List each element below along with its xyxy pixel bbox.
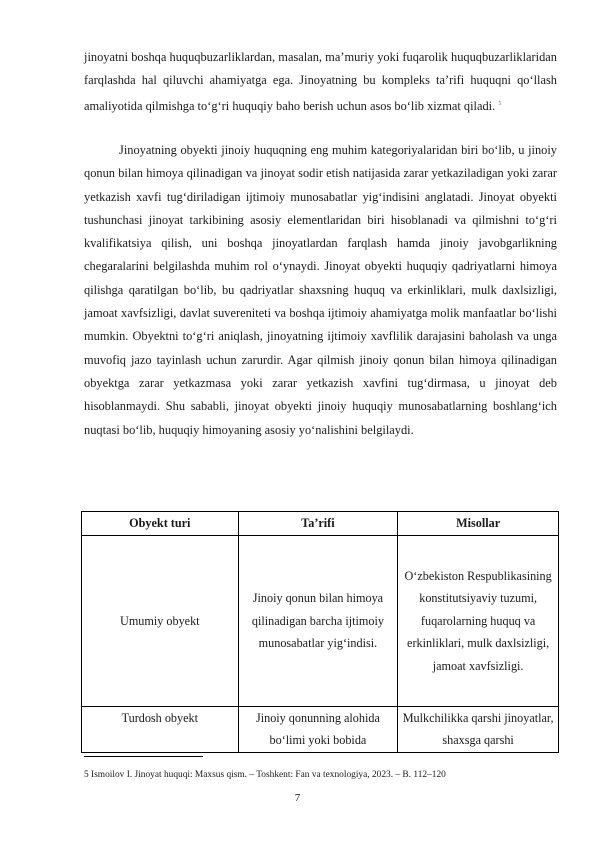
table-row [82,536,559,707]
page-number: 7 [294,792,301,804]
paragraph-object-definition: Jinoyatning obyekti jinoiy huquqning eng muhim kategoriyalaridan biri boʻlib, u jinoiy qonun bilan himoya qilinadigan va jinoyat sodir etish natijasida zarar yetkaziladigan yoki zarar yetkazish xavfi tugʻdiriladigan ijtimoiy munosabatlar yigʻindisini anglatadi. Jinoyat obyekti tushunchasi jinoyat tarkibining asosiy elementlaridan biri hisoblanadi va qilmishni toʻgʻri kvalifikatsiya qilish, uni boshqa jinoyatlardan farqlash hamda jinoiy javobgarlikning chegaralarini belgilashda muhim rol oʻynaydi. Jinoyat obyekti huquqiy qadriyatlarni himoya qilishga qaratilgan boʻlib, bu qadriyatlar shaxsning huquq va erkinliklari, mulk daxlsizligi, jamoat xavfsizligi, davlat suvereniteti va boshqa ijtimoiy ahamiyatga molik manfaatlar boʻlishi mumkin. Obyektni toʻgʻri aniqlash, jinoyatning ijtimoiy xavflilik darajasini baholash va unga muvofiq jazo tayinlash uchun zarurdir. Agar qilmish jinoiy qonun bilan himoya qilinadigan obyektga zarar yetkazmasa yoki zarar yetkazish xavfini tugʻdirmasa, u jinoyat deb hisoblanmaydi. Shu sababli, jinoyat obyekti jinoiy huquqiy munosabatlarning boshlangʻich nuqtasi boʻlib, huquqiy himoyaning asosiy yoʻnalishini belgilaydi. [84,143,557,437]
cell-object-type: Umumiy obyekt [82,536,239,707]
paragraph-intro-text: jinoyatni boshqa huquqbuzarliklardan, masalan, maʼmuriy yoki fuqarolik huquqbuzarliklaridan farqlashda hal qiluvchi ahamiyatga ega. Jinoyatning bu kompleks taʼrifi huquqni qoʻllash amaliyotida qilmishga toʻgʻri huquqiy baho berish uchun asos boʻlib xizmat qiladi. [84,50,557,113]
table-header-row [82,512,559,536]
header-examples: Misollar [398,512,559,536]
header-object-type: Obyekt turi [82,512,239,536]
header-definition: Taʼrifi [238,512,398,536]
footnote-divider [84,756,203,757]
cell-definition: Jinoiy qonun bilan himoya qilinadigan barcha ijtimoiy munosabatlar yigʻindisi. [238,536,398,707]
table-row [82,707,559,753]
object-types-table [81,511,559,753]
cell-examples: Oʻzbekiston Respublikasining konstitutsiyaviy tuzumi, fuqarolarning huquq va erkinliklari, mulk daxlsizligi, jamoat xavfsizligi. [398,536,559,707]
footnote-marker[interactable]: 5 [498,100,502,107]
footnote: 5 Ismoilov I. Jinoyat huquqi: Maxsus qism. – Toshkent: Fan va texnologiya, 2023. – B. 112–120 [84,770,446,780]
paragraph-intro [84,46,557,118]
cell-examples: Mulkchilikka qarshi jinoyatlar, shaxsga qarshi [398,707,559,753]
cell-object-type: Turdosh obyekt [82,707,239,753]
cell-definition: Jinoiy qonunning alohida boʻlimi yoki bobida [238,707,398,753]
